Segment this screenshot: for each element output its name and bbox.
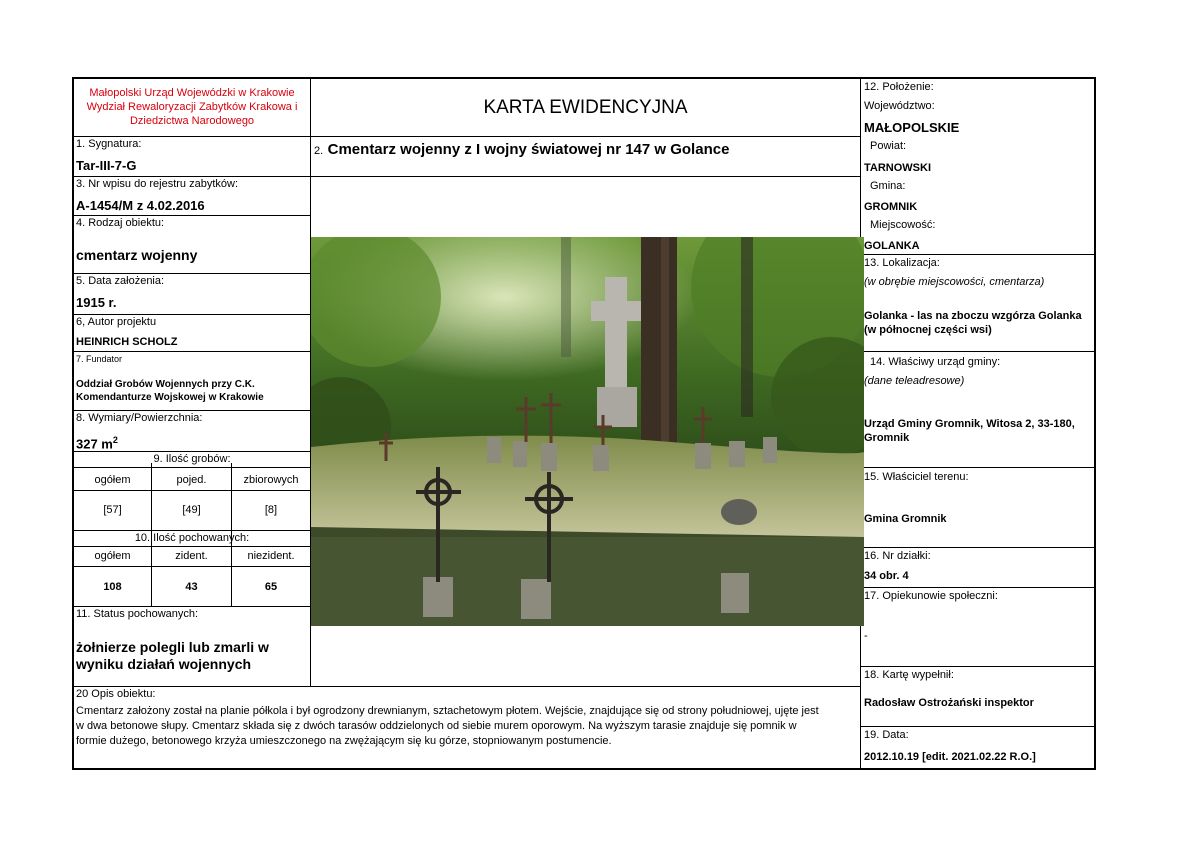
voivodeship-label: Województwo: [864,100,935,112]
owner-value: Gmina Gromnik [864,513,947,525]
graves-header-total: ogółem [94,474,131,486]
office-name [78,86,306,128]
founder-label: 7. Fundator [76,354,123,364]
dimensions-number: 327 m [76,436,113,452]
buried-value-unidentified: 65 [264,581,278,593]
card-title: KARTA EWIDENCYJNA [483,97,688,118]
description-line-2: w dwa betonowe słupy. Cmentarz składa się z dwóch tarasów oddzielonych od siebie murem oporowym. Na wyższym tarasie znajduje się pomnik w [76,720,797,732]
graves-label: 9. Ilość grobów: [153,453,231,465]
graves-header-single: pojed. [176,474,207,486]
record-card [72,77,1096,770]
office-line-2: Wydział Rewaloryzacji Zabytków Krakowa i [86,101,298,113]
office-line-1: Małopolski Urząd Wojewódzki w Krakowie [89,87,295,99]
buried-label: 10. Ilość pochowanych: [134,532,250,544]
filled-by-label: 18. Kartę wypełnił: [864,669,954,681]
localization-line-2: (w północnej części wsi) [864,324,992,336]
founding-date-label: 5. Data założenia: [76,275,165,287]
date-label: 19. Data: [864,729,909,741]
county-label: Powiat: [870,140,907,152]
description-line-1: Cmentarz założony został na planie półkola i był ogrodzony drewnianym, sztachetowym płotem. Wejście, znajdujące się od strony południowej, ujęte jest [76,705,819,717]
owner-label: 15. Właściciel terenu: [864,471,969,483]
voivodeship-value: MAŁOPOLSKIE [864,120,960,135]
buried-value-identified: 43 [185,581,198,593]
plot-label: 16. Nr działki: [864,550,931,562]
author-value: HEINRICH SCHOLZ [76,336,178,348]
county-value: TARNOWSKI [864,162,932,174]
graves-value-collective: [8] [264,504,278,516]
graves-value-total: [57] [103,504,122,516]
graves-header-collective: zbiorowych [243,474,299,486]
signature-value: Tar-III-7-G [76,158,137,173]
guardians-label: 17. Opiekunowie społeczni: [864,590,998,602]
description-label: 20 Opis obiektu: [76,688,156,700]
cemetery-name-number: 2. [314,145,324,157]
location-label: 12. Położenie: [864,81,934,93]
dimensions-label: 8. Wymiary/Powierzchnia: [76,412,203,424]
localization-hint: (w obrębie miejscowości, cmentarza) [864,276,1045,288]
founder-value [76,378,264,404]
founder-line-1: Oddział Grobów Wojennych przy C.K. [76,379,255,390]
buried-value-total: 108 [103,581,122,593]
localization-line-1: Golanka - las na zboczu wzgórza Golanka [864,310,1082,322]
commune-label: Gmina: [870,180,906,192]
author-label: 6, Autor projektu [76,316,157,328]
localization-value [864,309,1082,337]
office-hint: (dane teleadresowe) [864,375,965,387]
date-value: 2012.10.19 [edit. 2021.02.22 R.O.] [864,751,1036,763]
object-type-value: cmentarz wojenny [76,247,198,263]
buried-header-identified: zident. [175,550,208,562]
description-line-3: formie dużego, betonowego krzyża umieszczonego na zwężającym się ku górze, stopniowanym postumencie. [76,735,612,747]
cemetery-name [314,141,729,159]
status-value [76,639,269,673]
locality-value: GOLANKA [864,240,920,252]
object-type-label: 4. Rodzaj obiektu: [76,217,165,229]
register-value: A-1454/M z 4.02.2016 [76,198,205,213]
signature-label: 1. Sygnatura: [76,138,142,150]
status-label: 11. Status pochowanych: [76,608,199,620]
cemetery-name-value: Cmentarz wojenny z I wojny światowej nr 147 w Golance [327,141,730,158]
founder-line-2: Komendanturze Wojskowej w Krakowie [76,392,264,403]
cemetery-photo [311,237,864,626]
commune-value: GROMNIK [864,201,918,213]
status-line-1: żołnierze polegli lub zmarli w [76,639,269,655]
locality-label: Miejscowość: [870,219,936,231]
office-line-3: Dziedzictwa Narodowego [129,115,255,127]
graves-value-single: [49] [182,504,201,516]
plot-value: 34 obr. 4 [864,570,909,582]
dimensions-unit-exponent: 2 [112,435,118,445]
buried-header-unidentified: niezident. [247,550,295,562]
office-label: 14. Właściwy urząd gminy: [870,356,1001,368]
office-value [864,417,1075,445]
filled-by-value: Radosław Ostrożański inspektor [864,697,1034,709]
dimensions-value [76,432,118,452]
register-label: 3. Nr wpisu do rejestru zabytków: [76,178,239,190]
description-text [76,704,859,749]
guardians-value: - [864,630,868,642]
office-value-line-1: Urząd Gminy Gromnik, Witosa 2, 33-180, [864,418,1075,430]
buried-header-total: ogółem [94,550,131,562]
founding-date-value: 1915 r. [76,295,117,310]
status-line-2: wyniku działań wojennych [76,656,252,672]
localization-label: 13. Lokalizacja: [864,257,940,269]
office-value-line-2: Gromnik [864,432,910,444]
